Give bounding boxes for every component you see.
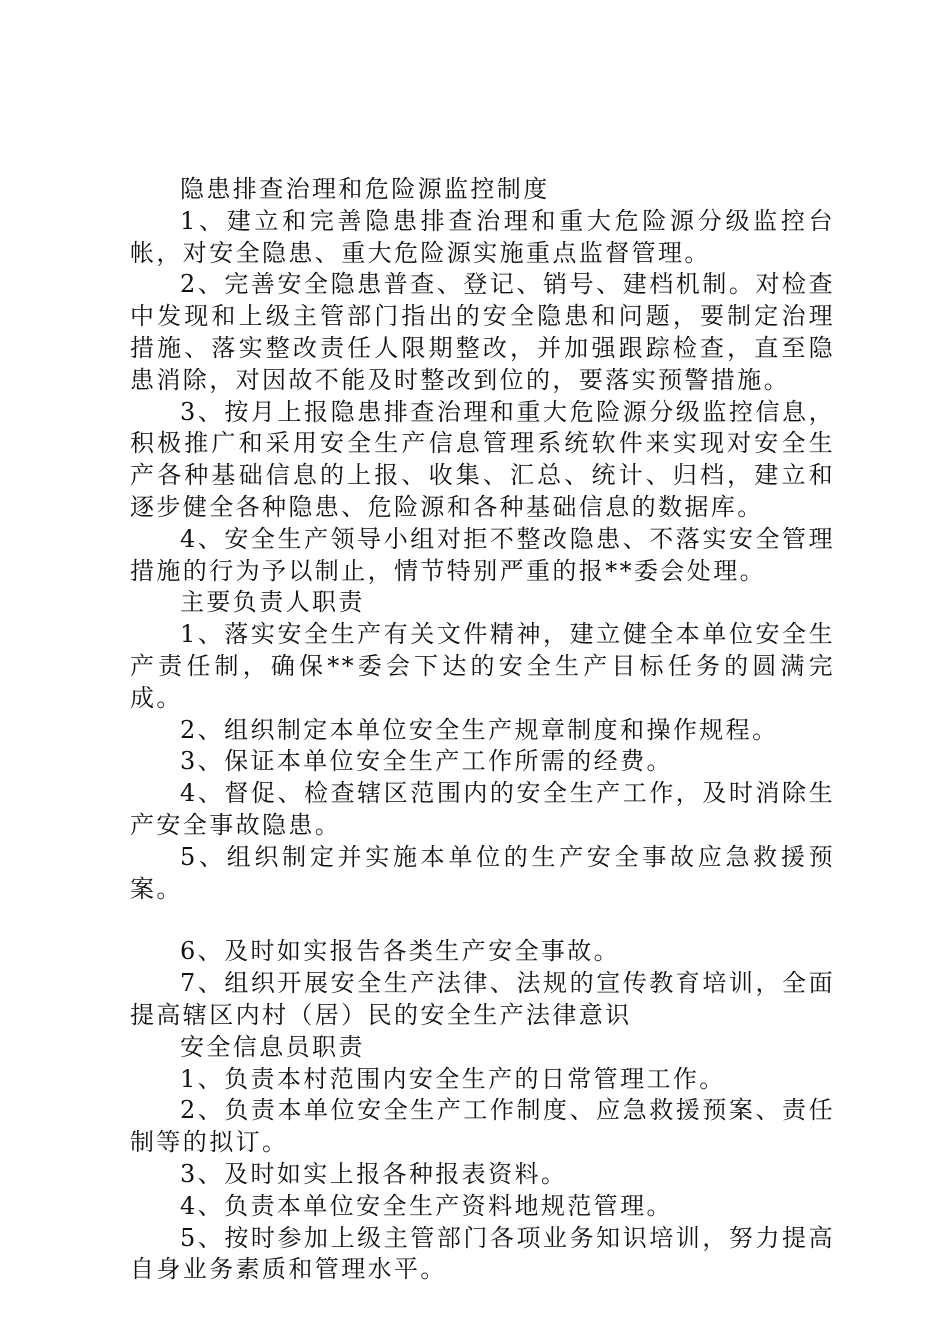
paragraph: 2、负责本单位安全生产工作制度、应急救援预案、责任制等的拟订。 xyxy=(130,1096,835,1157)
paragraph: 3、保证本单位安全生产工作所需的经费。 xyxy=(180,747,673,776)
paragraph: 6、及时如实报告各类生产安全事故。 xyxy=(180,937,621,966)
paragraph: 5、按时参加上级主管部门各项业务知识培训，努力提高自身业务素质和管理水平。 xyxy=(130,1223,835,1284)
paragraph: 4、安全生产领导小组对拒不整改隐患、不落实安全管理措施的行为予以制止，情节特别严重的报**委会处理。 xyxy=(130,524,835,585)
paragraph: 7、组织开展安全生产法律、法规的宣传教育培训，全面提高辖区内村（居）民的安全生产法律意识 xyxy=(130,969,835,1029)
paragraph: 3、按月上报隐患排查治理和重大危险源分级监控信息，积极推广和采用安全生产信息管理系统软件来实现对安全生产各种基础信息的上报、收集、汇总、统计、归档，建立和逐步健全各种隐患、危险源和各种基础信息的数据库。 xyxy=(130,397,835,521)
paragraph: 4、督促、检查辖区范围内的安全生产工作，及时消除生产安全事故隐患。 xyxy=(130,779,835,839)
blank-line xyxy=(130,905,835,936)
section-title-principal-duties: 主要负责人职责 xyxy=(180,588,365,617)
paragraph: 3、及时如实上报各种报表资料。 xyxy=(180,1159,568,1188)
paragraph: 1、落实安全生产有关文件精神，建立健全本单位安全生产责任制，确保**委会下达的安全生产目标任务的圆满完成。 xyxy=(130,620,835,712)
section-title-info-officer-duties: 安全信息员职责 xyxy=(180,1032,365,1061)
paragraph: 4、负责本单位安全生产资料地规范管理。 xyxy=(180,1191,673,1220)
document-page xyxy=(130,174,835,1286)
paragraph: 1、建立和完善隐患排查治理和重大危险源分级监控台帐，对安全隐患、重大危险源实施重点监督管理。 xyxy=(130,206,835,267)
paragraph: 1、负责本村范围内安全生产的日常管理工作。 xyxy=(180,1064,726,1093)
paragraph: 2、完善安全隐患普查、登记、销号、建档机制。对检查中发现和上级主管部门指出的安全隐患和问题，要制定治理措施、落实整改责任人限期整改，并加强跟踪检查，直至隐患消除，对因故不能及时整改到位的，要落实预警措施。 xyxy=(130,270,835,394)
paragraph: 2、组织制定本单位安全生产规章制度和操作规程。 xyxy=(180,715,779,744)
paragraph: 5、组织制定并实施本单位的生产安全事故应急救援预案。 xyxy=(130,842,835,903)
section-title-hazard-control: 隐患排查治理和危险源监控制度 xyxy=(180,175,550,203)
